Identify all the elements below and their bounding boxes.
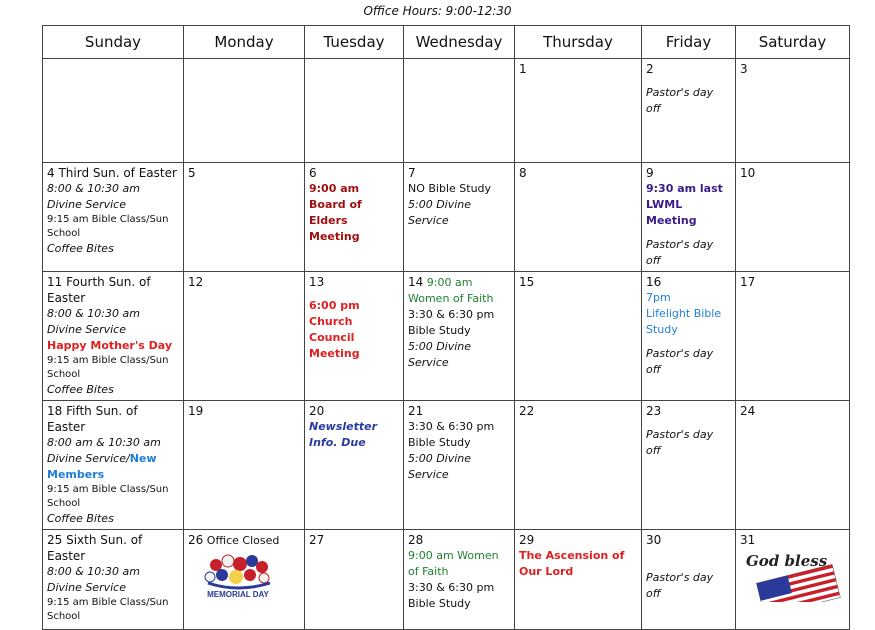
header-friday: Friday xyxy=(642,26,736,59)
coffee-bites: Coffee Bites xyxy=(47,383,114,396)
service-times: 8:00 am & 10:30 am xyxy=(47,436,161,449)
bible-class: 9:15 am Bible Class/Sun School xyxy=(47,355,169,380)
day-cell-21 xyxy=(404,401,515,530)
day-cell-26 xyxy=(184,530,305,630)
day-cell-29 xyxy=(515,530,642,630)
bible-class: 9:15 am Bible Class/Sun School xyxy=(47,484,169,509)
day-number: 1 xyxy=(519,62,527,76)
sunday-title: 25 Sixth Sun. of Easter xyxy=(47,533,143,563)
day-number: 15 xyxy=(519,275,535,289)
day-cell-15 xyxy=(515,272,642,401)
sunday-title: 4 Third Sun. of Easter xyxy=(47,166,177,180)
header-sunday: Sunday xyxy=(43,26,184,59)
day-cell-8 xyxy=(515,163,642,272)
memorial-day-art-text: MEMORIAL DAY xyxy=(207,590,269,599)
week-row-1 xyxy=(43,59,850,163)
header-monday: Monday xyxy=(184,26,305,59)
divine-service: Divine Service xyxy=(47,323,126,336)
day-cell-2 xyxy=(642,59,736,163)
day-cell-empty xyxy=(184,59,305,163)
day-cell-3 xyxy=(736,59,850,163)
coffee-bites: Coffee Bites xyxy=(47,512,114,525)
divine-service: Divine Service/ xyxy=(47,452,130,465)
week-row-5 xyxy=(43,530,850,630)
day-cell-28 xyxy=(404,530,515,630)
day-cell-5 xyxy=(184,163,305,272)
mothers-day-note: Happy Mother's Day xyxy=(47,339,172,352)
day-cell-18 xyxy=(43,401,184,530)
day-number: 16 xyxy=(646,275,662,289)
day-cell-10 xyxy=(736,163,850,272)
day-number: 20 xyxy=(309,404,325,418)
bible-study-note: 3:30 & 6:30 pm Bible Study xyxy=(408,581,495,610)
day-number: 26 xyxy=(188,533,204,547)
day-cell-23 xyxy=(642,401,736,530)
lifelight-time: 7pm xyxy=(646,291,671,304)
day-cell-11 xyxy=(43,272,184,401)
day-cell-13 xyxy=(305,272,404,401)
bible-class: 9:15 am Bible Class/Sun School xyxy=(47,214,169,239)
day-cell-14 xyxy=(404,272,515,401)
week-row-4 xyxy=(43,401,850,530)
week-row-2 xyxy=(43,163,850,272)
day-cell-9 xyxy=(642,163,736,272)
day-cell-12 xyxy=(184,272,305,401)
day-cell-31 xyxy=(736,530,850,630)
day-cell-6 xyxy=(305,163,404,272)
elders-meeting-event: 9:00 am Board of Elders Meeting xyxy=(309,182,362,243)
header-thursday: Thursday xyxy=(515,26,642,59)
service-times: 8:00 & 10:30 am xyxy=(47,565,140,578)
ascension-event: The Ascension of Our Lord xyxy=(519,549,625,578)
divine-service-note: 5:00 Divine Service xyxy=(408,340,472,369)
header-tuesday: Tuesday xyxy=(305,26,404,59)
day-cell-4 xyxy=(43,163,184,272)
day-number: 2 xyxy=(646,62,654,76)
pastor-day-off-note: Pastor's day off xyxy=(646,428,714,457)
day-number: 7 xyxy=(408,166,416,180)
god-bless-art-text: God bless xyxy=(746,552,828,570)
weekday-header-row xyxy=(43,26,850,59)
day-number: 6 xyxy=(309,166,317,180)
divine-service: Divine Service xyxy=(47,198,126,211)
week-row-3 xyxy=(43,272,850,401)
header-link-fragment xyxy=(375,0,715,3)
coffee-bites: Coffee Bites xyxy=(47,242,114,255)
day-number: 29 xyxy=(519,533,535,547)
lwml-meeting-event: 9:30 am last LWML Meeting xyxy=(646,182,723,227)
header-wednesday: Wednesday xyxy=(404,26,515,59)
day-number: 24 xyxy=(740,404,756,418)
day-number: 21 xyxy=(408,404,424,418)
no-bible-study-note: NO Bible Study xyxy=(408,182,492,195)
office-closed-event: Office Closed xyxy=(206,534,280,547)
day-cell-24 xyxy=(736,401,850,530)
church-council-event: 6:00 pm Church Council Meeting xyxy=(309,299,360,360)
day-number: 3 xyxy=(740,62,748,76)
day-number: 31 xyxy=(740,533,756,547)
day-number: 8 xyxy=(519,166,527,180)
pastor-day-off-note: Pastor's day off xyxy=(646,571,714,600)
service-times: 8:00 & 10:30 am xyxy=(47,307,140,320)
divine-service-note: 5:00 Divine Service xyxy=(408,452,472,481)
day-number: 19 xyxy=(188,404,204,418)
new-members-note: New Members xyxy=(47,452,157,481)
day-cell-20 xyxy=(305,401,404,530)
day-number: 28 xyxy=(408,533,424,547)
bible-class: 9:15 am Bible Class/Sun School xyxy=(47,597,169,622)
memorial-day-bouquet-icon xyxy=(188,551,288,601)
calendar-table xyxy=(42,25,850,630)
day-cell-empty xyxy=(43,59,184,163)
god-bless-flag-icon xyxy=(740,550,844,602)
day-cell-19 xyxy=(184,401,305,530)
newsletter-due-event: Newsletter Info. Due xyxy=(309,420,378,449)
day-cell-empty xyxy=(404,59,515,163)
day-number: 13 xyxy=(309,275,325,289)
header-saturday: Saturday xyxy=(736,26,850,59)
day-cell-16 xyxy=(642,272,736,401)
day-number: 9 xyxy=(646,166,654,180)
day-number: 14 xyxy=(408,275,424,289)
pastor-day-off-note: Pastor's day off xyxy=(646,86,714,115)
day-cell-7 xyxy=(404,163,515,272)
day-number: 12 xyxy=(188,275,204,289)
day-number: 27 xyxy=(309,533,325,547)
pastor-day-off-note: Pastor's day off xyxy=(646,238,714,267)
day-cell-22 xyxy=(515,401,642,530)
day-number: 30 xyxy=(646,533,662,547)
bible-study-note: 3:30 & 6:30 pm Bible Study xyxy=(408,308,495,337)
day-number: 10 xyxy=(740,166,756,180)
office-hours: Office Hours: 9:00-12:30 xyxy=(363,4,512,18)
divine-service-note: 5:00 Divine Service xyxy=(408,198,472,227)
day-number: 5 xyxy=(188,166,196,180)
day-cell-27 xyxy=(305,530,404,630)
women-of-faith-event: 9:00 am Women of Faith xyxy=(408,276,494,305)
pastor-day-off-note: Pastor's day off xyxy=(646,347,714,376)
sunday-title: 11 Fourth Sun. of Easter xyxy=(47,275,151,305)
day-cell-1 xyxy=(515,59,642,163)
women-of-faith-event: 9:00 am Women of Faith xyxy=(408,549,499,578)
divine-service: Divine Service xyxy=(47,581,126,594)
day-cell-17 xyxy=(736,272,850,401)
bible-study-note: 3:30 & 6:30 pm Bible Study xyxy=(408,420,495,449)
day-number: 17 xyxy=(740,275,756,289)
day-number: 23 xyxy=(646,404,662,418)
service-times: 8:00 & 10:30 am xyxy=(47,182,140,195)
day-cell-25 xyxy=(43,530,184,630)
sunday-title: 18 Fifth Sun. of Easter xyxy=(47,404,138,434)
day-cell-30 xyxy=(642,530,736,630)
day-number: 22 xyxy=(519,404,535,418)
lifelight-event: Lifelight Bible Study xyxy=(646,307,722,336)
day-cell-empty xyxy=(305,59,404,163)
